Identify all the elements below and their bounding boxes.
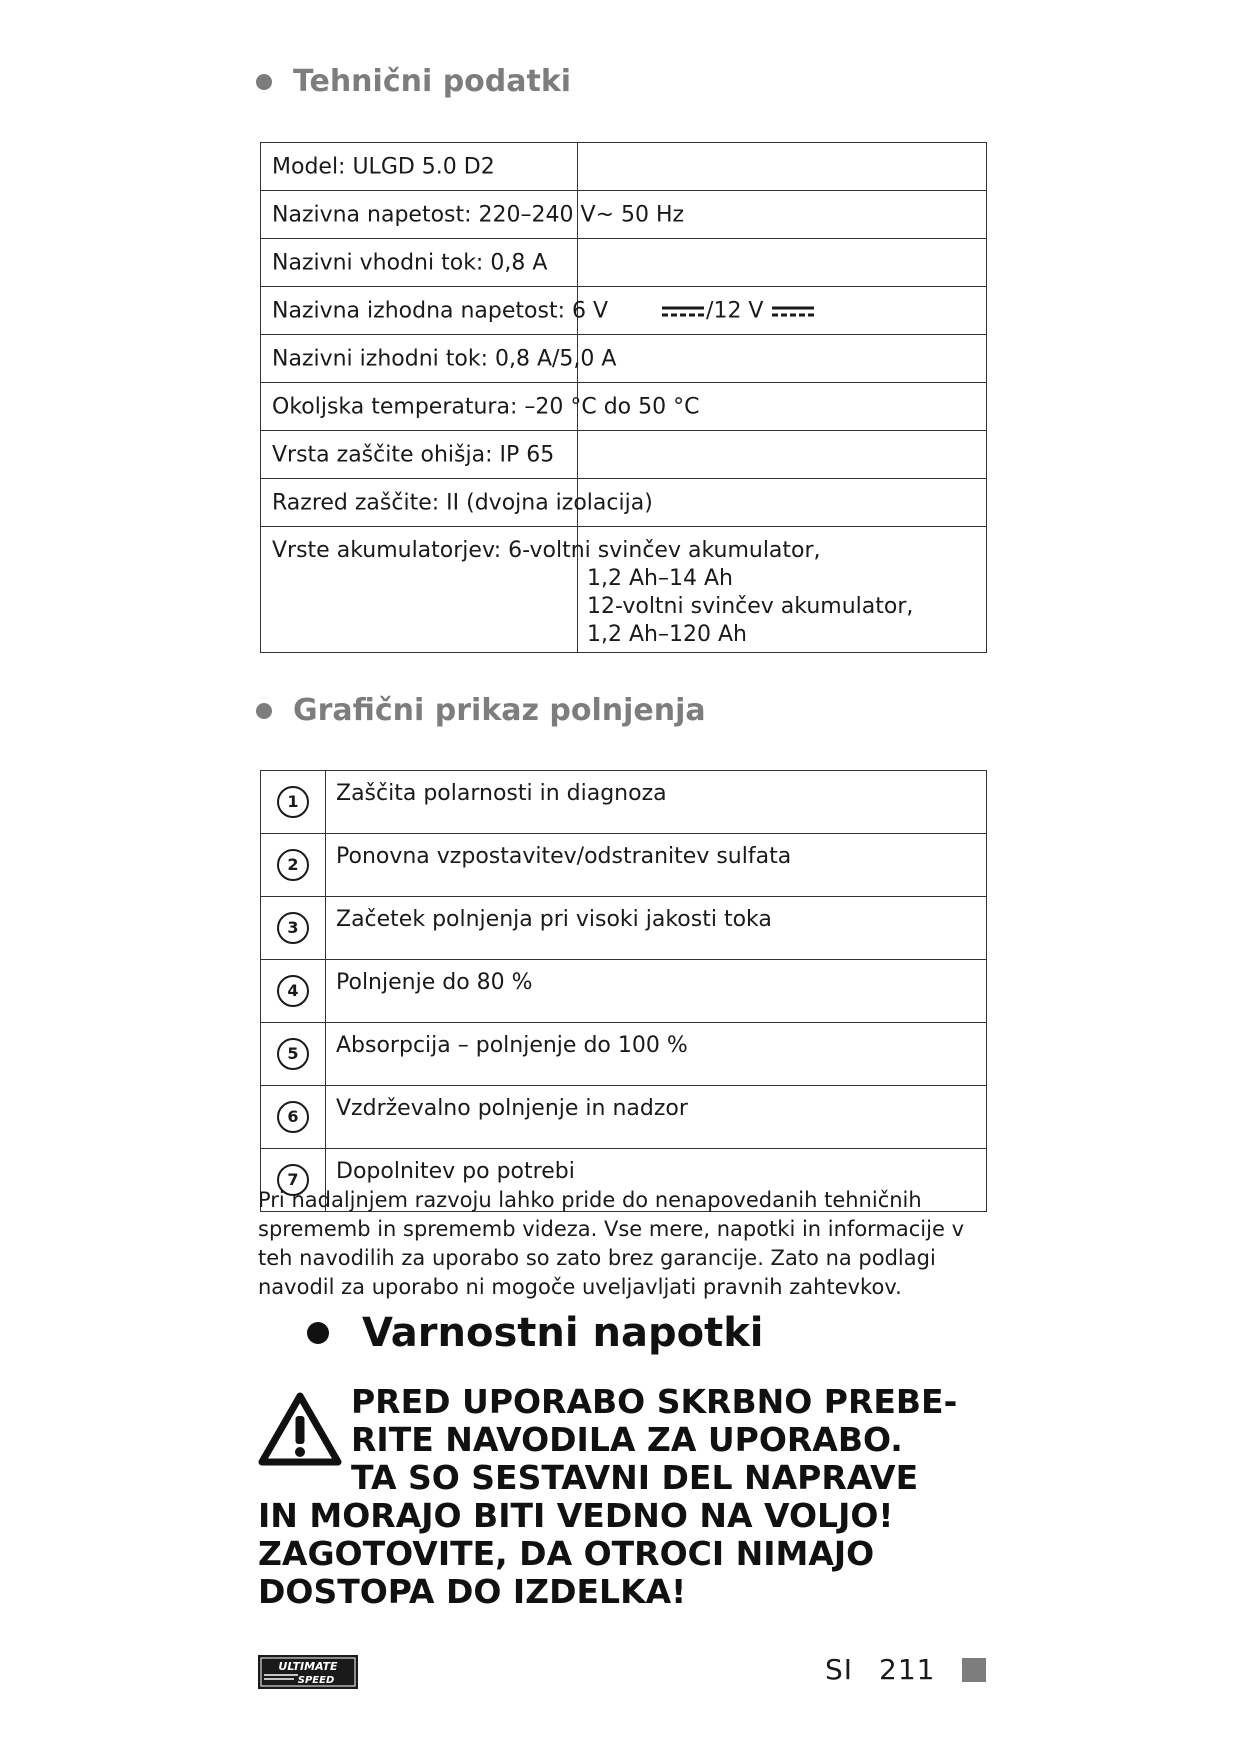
spec-protection-class: Razred zaščite: II (dvojna izolacija)	[261, 479, 578, 527]
circled-number-icon: 2	[277, 849, 309, 881]
table-row	[261, 191, 987, 239]
warning-line: ZAGOTOVITE, DA OTROCI NIMAJO	[258, 1534, 875, 1573]
phase-number-cell	[261, 960, 326, 1023]
table-row	[261, 1023, 987, 1086]
warning-line: PRED UPORABO SKRBNO PREBE-	[351, 1382, 958, 1421]
spec-empty-cell	[578, 335, 987, 383]
phase-description: Polnjenje do 80 %	[326, 960, 987, 1023]
page-number: 211	[879, 1653, 936, 1686]
spec-output-current: Nazivni izhodni tok: 0,8 A/5,0 A	[261, 335, 578, 383]
table-row	[261, 479, 987, 527]
table-row	[261, 1086, 987, 1149]
dc-symbol-icon	[772, 304, 814, 318]
table-row	[261, 335, 987, 383]
bullet-icon	[307, 1322, 329, 1344]
circled-number-icon: 7	[277, 1164, 309, 1196]
output-voltage-label: Nazivna izhodna napetost: 6 V	[272, 298, 609, 323]
safety-heading	[362, 1310, 764, 1356]
page-footer	[825, 1653, 935, 1686]
circled-number-icon: 4	[277, 975, 309, 1007]
bullet-icon	[256, 703, 272, 719]
warning-text	[258, 1383, 998, 1611]
phase-description: Zaščita polarnosti in diagnoza	[326, 771, 987, 834]
warning-line: DOSTOPA DO IZDELKA!	[258, 1572, 687, 1611]
circled-number-icon: 3	[277, 912, 309, 944]
output-voltage-12v: /12 V	[706, 298, 764, 323]
footer-square-icon	[962, 1658, 986, 1682]
spec-empty-cell	[578, 239, 987, 287]
spec-battery-types	[261, 527, 914, 653]
specs-table	[260, 142, 987, 653]
svg-text:ULTIMATE: ULTIMATE	[278, 1660, 338, 1673]
spec-housing: Vrsta zaščite ohišja: IP 65	[261, 431, 578, 479]
phase-description: Vzdrževalno polnjenje in nadzor	[326, 1086, 987, 1149]
table-row	[261, 239, 987, 287]
battery-types-line: Vrste akumulatorjev: 6-voltni svinčev akumulator,	[272, 538, 821, 563]
phase-number-cell	[261, 897, 326, 960]
svg-text:SPEED: SPEED	[297, 1675, 335, 1686]
language-code: SI	[825, 1653, 854, 1686]
disclaimer-paragraph: Pri nadaljnjem razvoju lahko pride do nenapovedanih tehničnih sprememb in sprememb videza. Vse mere, napotki in informacije v teh navodilih za uporabo so zato brez garancije. Zato na podlagi navodil za uporabo ni mogoče uveljavljati pravnih zahtevkov.	[258, 1188, 964, 1299]
safety-heading-text: Varnostni napotki	[362, 1310, 764, 1356]
table-row	[261, 431, 987, 479]
circled-number-icon: 5	[277, 1038, 309, 1070]
charging-chart-heading	[293, 693, 706, 728]
spec-input-current: Nazivni vhodni tok: 0,8 A	[261, 239, 578, 287]
table-row	[261, 834, 987, 897]
bullet-icon	[256, 74, 272, 90]
battery-types-line: 1,2 Ah–120 Ah	[587, 622, 747, 647]
phase-number-cell	[261, 1023, 326, 1086]
table-row	[261, 143, 987, 191]
table-row	[261, 897, 987, 960]
phase-number-cell	[261, 834, 326, 897]
phase-number-cell	[261, 771, 326, 834]
spec-empty-cell	[578, 431, 987, 479]
table-row	[261, 527, 987, 653]
table-row	[261, 771, 987, 834]
charging-phases-table	[260, 770, 987, 1212]
table-row	[261, 383, 987, 431]
spec-output-voltage	[261, 287, 764, 335]
spec-model: Model: ULGD 5.0 D2	[261, 143, 578, 191]
circled-number-icon: 1	[277, 786, 309, 818]
circled-number-icon: 6	[277, 1101, 309, 1133]
table-row	[261, 287, 987, 335]
spec-temperature: Okoljska temperatura: –20 °C do 50 °C	[261, 383, 578, 431]
spec-voltage: Nazivna napetost: 220–240 V~ 50 Hz	[261, 191, 578, 239]
warning-line: IN MORAJO BITI VEDNO NA VOLJO!	[258, 1496, 894, 1535]
table-row	[261, 960, 987, 1023]
warning-line: TA SO SESTAVNI DEL NAPRAVE	[351, 1458, 919, 1497]
phase-description: Dopolnitev po potrebi	[326, 1149, 987, 1212]
phase-description: Absorpcija – polnjenje do 100 %	[326, 1023, 987, 1086]
spec-empty-cell	[578, 143, 987, 191]
tech-specs-heading-text: Tehnični podatki	[293, 64, 572, 99]
dc-symbol-icon	[662, 304, 704, 318]
warning-line: RITE NAVODILA ZA UPORABO.	[351, 1420, 903, 1459]
ultimate-speed-logo	[258, 1655, 358, 1689]
battery-types-line: 12-voltni svinčev akumulator,	[587, 594, 914, 619]
phase-description: Ponovna vzpostavitev/odstranitev sulfata	[326, 834, 987, 897]
phase-description: Začetek polnjenja pri visoki jakosti toka	[326, 897, 987, 960]
charging-chart-heading-text: Grafični prikaz polnjenja	[293, 693, 706, 728]
tech-specs-heading	[293, 64, 571, 99]
battery-types-line: 1,2 Ah–14 Ah	[587, 566, 733, 591]
phase-number-cell	[261, 1086, 326, 1149]
